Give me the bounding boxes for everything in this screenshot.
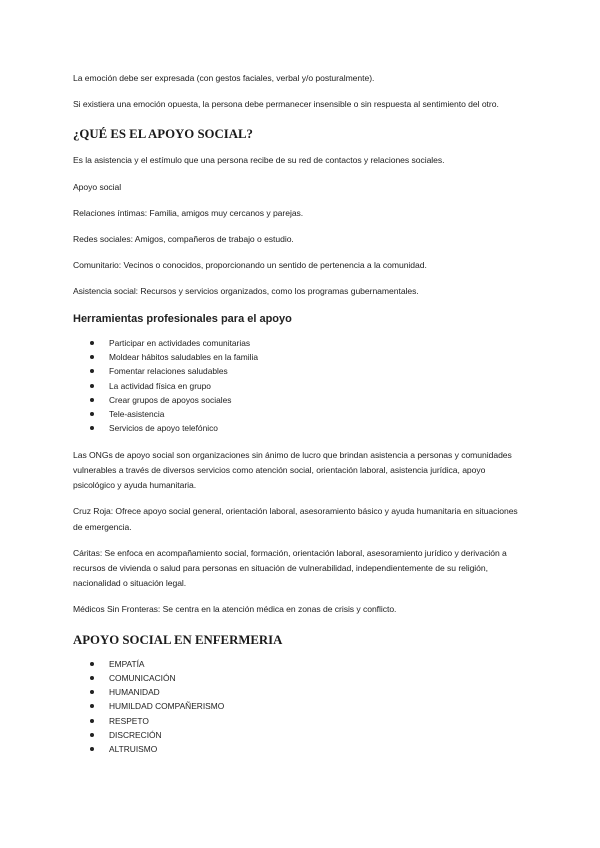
bullet-icon <box>90 747 94 751</box>
nursing-list <box>73 657 521 757</box>
paragraph-relaciones-intimas: Relaciones íntimas: Familia, amigos muy cercanos y parejas. <box>73 207 304 218</box>
bullet-icon <box>90 384 94 388</box>
list-item: HUMILDAD COMPAÑERISMO <box>73 699 521 713</box>
bullet-icon <box>90 412 94 416</box>
paragraph-medicos-sin-fronteras: Médicos Sin Fronteras: Se centra en la atención médica en zonas de crisis y conflicto. <box>73 604 397 615</box>
paragraph-apoyo-social-label: Apoyo social <box>73 181 122 192</box>
bullet-icon <box>90 704 94 708</box>
list-item: COMUNICACIÓN <box>73 671 521 685</box>
list-item: DISCRECIÓN <box>73 728 521 742</box>
paragraph-comunitario: Comunitario: Vecinos o conocidos, proporcionando un sentido de pertenencia a la comunidad. <box>73 260 427 271</box>
paragraph-emotion-expressed: La emoción debe ser expresada (con gestos faciales, verbal y/o posturalmente). <box>73 73 375 83</box>
document-page <box>73 71 521 757</box>
paragraph-ongs: Las ONGs de apoyo social son organizaciones sin ánimo de lucro que brindan asistencia a personas y comunidades vulnerables a través de diversos servicios como atención social, orientación laboral, asistencia jurídica, apoyo psicológico y ayuda humanitaria. <box>73 449 512 491</box>
paragraph-caritas: Cáritas: Se enfoca en acompañamiento social, formación, orientación laboral, asesoramiento jurídico y derivación a recursos de vivienda o salud para personas en situación de vulnerabilidad, independientemente de su religión, nacionalidad o situación legal. <box>73 547 507 589</box>
bullet-icon <box>90 341 94 345</box>
bullet-icon <box>90 426 94 430</box>
tools-list <box>73 336 521 436</box>
list-item: HUMANIDAD <box>73 685 521 699</box>
bullet-icon <box>90 662 94 666</box>
paragraph-redes-sociales: Redes sociales: Amigos, compañeros de trabajo o estudio. <box>73 234 294 245</box>
bullet-icon <box>90 690 94 694</box>
heading-apoyo-enfermeria: APOYO SOCIAL EN ENFERMERIA <box>73 632 283 647</box>
bullet-icon <box>90 369 94 373</box>
paragraph-emotion-opposite: Si existiera una emoción opuesta, la persona debe permanecer insensible o sin respuesta al sentimiento del otro. <box>73 99 499 110</box>
heading-que-es-apoyo-social: ¿QUÉ ES EL APOYO SOCIAL? <box>73 127 253 142</box>
heading-herramientas: Herramientas profesionales para el apoyo <box>73 312 292 325</box>
bullet-icon <box>90 733 94 737</box>
list-item: La actividad física en grupo <box>73 379 521 393</box>
list-item: Fomentar relaciones saludables <box>73 364 521 378</box>
list-item: Moldear hábitos saludables en la familia <box>73 350 521 364</box>
list-item: Servicios de apoyo telefónico <box>73 421 521 435</box>
list-item: ALTRUISMO <box>73 742 521 756</box>
list-item: RESPETO <box>73 714 521 728</box>
list-item: EMPATÍA <box>73 657 521 671</box>
bullet-icon <box>90 719 94 723</box>
paragraph-cruz-roja: Cruz Roja: Ofrece apoyo social general, orientación laboral, asesoramiento básico y ayuda humanitaria en situaciones de emergencia. <box>73 506 518 532</box>
list-item: Crear grupos de apoyos sociales <box>73 393 521 407</box>
paragraph-definition: Es la asistencia y el estímulo que una persona recibe de su red de contactos y relaciones sociales. <box>73 155 445 166</box>
list-item: Participar en actividades comunitarias <box>73 336 521 350</box>
bullet-icon <box>90 398 94 402</box>
bullet-icon <box>90 676 94 680</box>
list-item: Tele-asistencia <box>73 407 521 421</box>
paragraph-asistencia-social: Asistencia social: Recursos y servicios organizados, como los programas gubernamentales. <box>73 286 419 297</box>
bullet-icon <box>90 355 94 359</box>
